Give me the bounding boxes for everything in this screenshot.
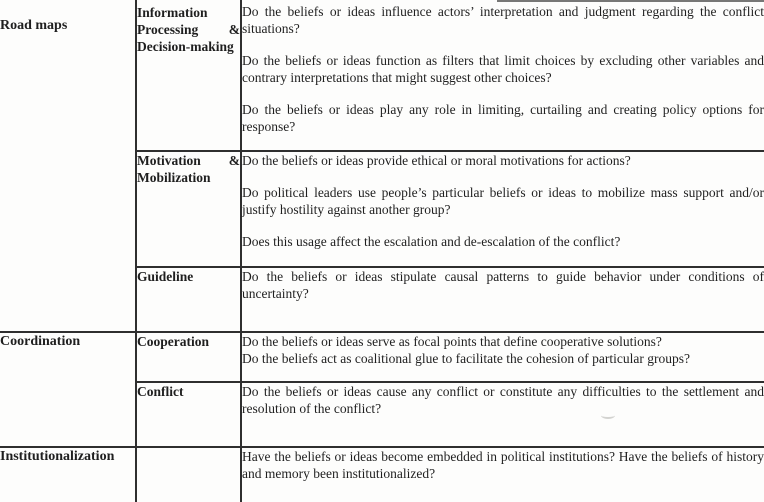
category-cell-road-maps: Road maps xyxy=(0,0,136,332)
questions-cell-information-processing: Do the beliefs or ideas influence actors’ interpretation and judgment regarding the conflict situations? Do the beliefs or ideas function as filters that limit choices by excluding other variables and contrary interpretations that might suggest other choices? Do the beliefs or ideas play any role in limiting, curtailing and creating policy options for response? xyxy=(242,4,764,134)
questions-cell-institutionalization: Have the beliefs or ideas become embedded in political institutions? Have the beliefs of history and memory been institutionalized? xyxy=(241,447,764,502)
questions-cell-guideline: Do the beliefs or ideas stipulate causal patterns to guide behavior under conditions of uncertainty? xyxy=(241,267,764,332)
mechanism-cell-information-processing: Information Processing & Decision-making xyxy=(136,0,241,151)
mechanism-cell-cooperation: Cooperation xyxy=(136,332,241,382)
category-cell-institutionalization: Institutionalization xyxy=(0,447,136,502)
table-row xyxy=(0,447,764,502)
mechanism-cell-motivation-mobilization: Motivation & Mobilization xyxy=(136,151,241,267)
mechanism-cell-conflict: Conflict xyxy=(136,382,241,447)
questions-cell-conflict: Do the beliefs or ideas cause any conflict or constitute any difficulties to the settlement and resolution of the conflict? xyxy=(241,382,764,447)
category-cell-coordination: Coordination xyxy=(0,332,136,447)
questions-cell-cooperation: Do the beliefs or ideas serve as focal points that define cooperative solutions? Do the beliefs act as coalitional glue to facilitate the cohesion of particular groups? xyxy=(241,332,764,382)
cropped-top-rule xyxy=(497,0,764,2)
questions-cell-motivation-mobilization: Do the beliefs or ideas provide ethical or moral motivations for actions? Do political leaders use people’s particular beliefs or ideas to mobilize mass support and/or justify hostility against another group? Does this usage affect the escalation and de-escalation of the conflict? xyxy=(241,151,764,267)
mechanism-cell-empty xyxy=(136,447,241,502)
table-row xyxy=(0,332,764,382)
table-row xyxy=(0,0,764,151)
mechanism-cell-guideline: Guideline xyxy=(136,267,241,332)
scan-artifact xyxy=(601,412,615,419)
